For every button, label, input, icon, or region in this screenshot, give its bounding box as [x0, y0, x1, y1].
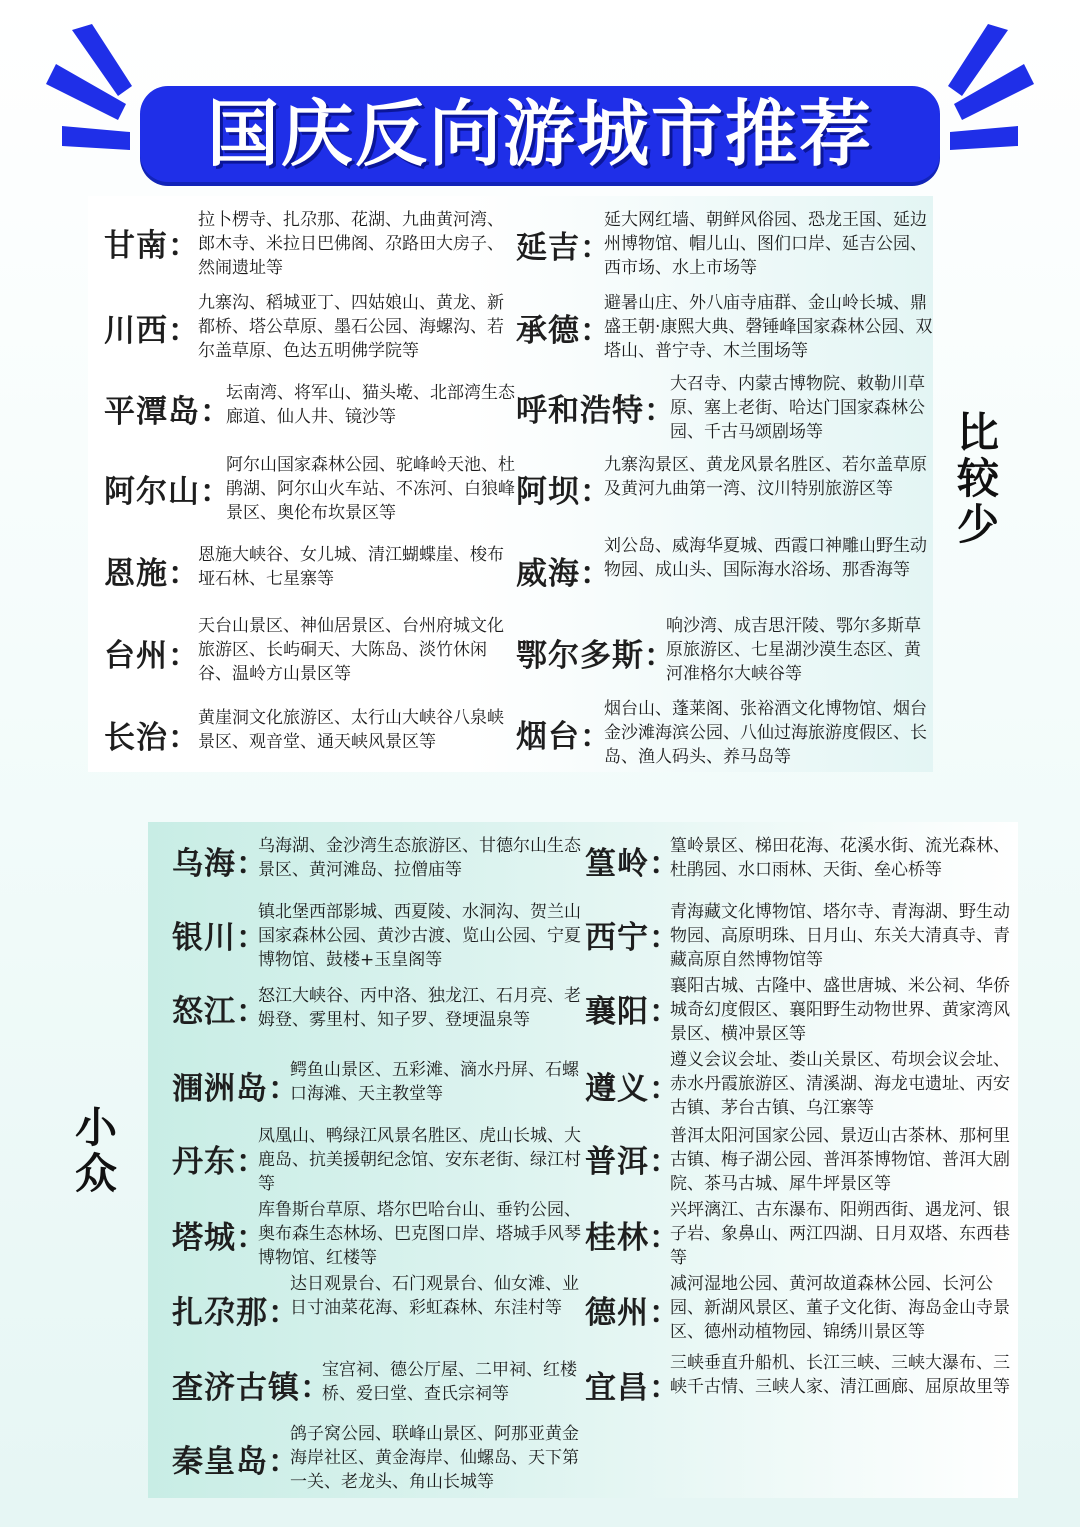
city-desc: 阿尔山国家森林公园、驼峰岭天池、杜鹃湖、阿尔山火车站、不冻河、白狼峰景区、奥伦布坎景区等 [226, 455, 515, 523]
city-name: 甘南： [104, 228, 200, 264]
city-name: 烟台： [516, 719, 612, 755]
city-desc: 烟台山、蓬莱阁、张裕酒文化博物馆、烟台金沙滩海滨公园、八仙过海旅游度假区、长岛、渔人码头、养马岛等 [604, 699, 927, 767]
city-desc: 兴坪漓江、古东瀑布、阳朔西街、遇龙河、银子岩、象鼻山、两江四湖、日月双塔、东西巷等 [670, 1200, 1010, 1268]
city-desc: 响沙湾、成吉思汗陵、鄂尔多斯草原旅游区、七星湖沙漠生态区、黄河准格尔大峡谷等 [666, 616, 921, 684]
city-name: 桂林： [585, 1220, 681, 1256]
city-desc: 篁岭景区、梯田花海、花溪水街、流光森林、杜鹃园、水口雨林、天街、垒心桥等 [670, 836, 1010, 880]
city-desc: 恩施大峡谷、女儿城、清江蝴蝶崖、梭布垭石林、七星寨等 [198, 545, 504, 589]
city-name: 承德： [516, 313, 612, 349]
city-name: 丹东： [172, 1144, 268, 1180]
city-name: 塔城： [172, 1220, 268, 1256]
city-name: 延吉： [516, 230, 612, 266]
city-desc: 九寨沟、稻城亚丁、四姑娘山、黄龙、新都桥、塔公草原、墨石公园、海螺沟、若尔盖草原、色达五明佛学院等 [198, 293, 504, 361]
city-name: 篁岭： [585, 846, 681, 882]
city-desc: 怒江大峡谷、丙中洛、独龙江、石月亮、老姆登、雾里村、知子罗、登埂温泉等 [258, 986, 581, 1030]
city-name: 威海： [516, 556, 612, 592]
city-desc: 避暑山庄、外八庙寺庙群、金山岭长城、鼎盛王朝·康熙大典、磬锤峰国家森林公园、双塔山、普宁寺、木兰围场等 [604, 293, 933, 361]
city-name: 台州： [104, 638, 200, 674]
city-desc: 鳄鱼山景区、五彩滩、滴水丹屏、石螺口海滩、天主教堂等 [290, 1060, 579, 1104]
city-name: 恩施： [104, 556, 200, 592]
city-name: 乌海： [172, 846, 268, 882]
page-title: 国庆反向游城市推荐 [206, 92, 873, 176]
city-name: 查济古镇： [172, 1370, 332, 1406]
city-name: 涠洲岛： [172, 1071, 300, 1107]
city-desc: 凤凰山、鸭绿江风景名胜区、虎山长城、大鹿岛、抗美援朝纪念馆、安东老街、绿江村等 [258, 1126, 581, 1194]
city-name: 普洱： [585, 1144, 681, 1180]
city-name: 鄂尔多斯： [516, 638, 676, 674]
city-name: 呼和浩特： [516, 393, 676, 429]
city-name: 宜昌： [585, 1370, 681, 1406]
city-desc: 乌海湖、金沙湾生态旅游区、甘德尔山生态景区、黄河滩岛、拉僧庙等 [258, 836, 581, 880]
city-desc: 黄崖洞文化旅游区、太行山大峡谷八泉峡景区、观音堂、通天峡风景区等 [198, 708, 504, 752]
city-name: 平潭岛： [104, 394, 232, 430]
city-desc: 襄阳古城、古隆中、盛世唐城、米公祠、华侨城奇幻度假区、襄阳野生动物世界、黄家湾风景区、横冲景区等 [670, 976, 1010, 1044]
city-desc: 坛南湾、将军山、猫头墘、北部湾生态廊道、仙人井、镜沙等 [226, 383, 515, 427]
city-desc: 拉卜楞寺、扎尕那、花湖、九曲黄河湾、郎木寺、米拉日巴佛阁、尕路田大房子、然闹遗址等 [198, 210, 504, 278]
city-desc: 普洱太阳河国家公园、景迈山古茶林、那柯里古镇、梅子湖公园、普洱茶博物馆、普洱大剧院、茶马古城、犀牛坪景区等 [670, 1126, 1010, 1194]
side-label-niche: 小众 [74, 1103, 117, 1198]
city-name: 川西： [104, 313, 200, 349]
city-name: 长治： [104, 720, 200, 756]
city-desc: 天台山景区、神仙居景区、台州府城文化旅游区、长屿硐天、大陈岛、淡竹休闲谷、温岭方山景区等 [198, 616, 504, 684]
city-name: 扎尕那： [172, 1295, 300, 1331]
city-name: 阿尔山： [104, 474, 232, 510]
side-label-less-crowded: 比较少 [956, 408, 999, 549]
city-desc: 遵义会议会址、娄山关景区、苟坝会议会址、赤水丹霞旅游区、清溪湖、海龙屯遗址、丙安古镇、茅台古镇、乌江寨等 [670, 1050, 1010, 1118]
city-desc: 刘公岛、威海华夏城、西霞口神雕山野生动物园、成山头、国际海水浴场、那香海等 [604, 536, 927, 580]
city-name: 德州： [585, 1295, 681, 1331]
city-desc: 三峡垂直升船机、长江三峡、三峡大瀑布、三峡千古情、三峡人家、清江画廊、屈原故里等 [670, 1353, 1010, 1397]
city-name: 西宁： [585, 920, 681, 956]
title-banner [0, 0, 1080, 200]
city-desc: 减河湿地公园、黄河故道森林公园、长河公园、新湖风景区、董子文化街、海岛金山寺景区、德州动植物园、锦绣川景区等 [670, 1274, 1010, 1342]
city-desc: 青海藏文化博物馆、塔尔寺、青海湖、野生动物园、高原明珠、日月山、东关大清真寺、青藏高原自然博物馆等 [670, 902, 1010, 970]
city-desc: 鸽子窝公园、联峰山景区、阿那亚黄金海岸社区、黄金海岸、仙螺岛、天下第一关、老龙头、角山长城等 [290, 1424, 579, 1492]
city-desc: 延大网红墙、朝鲜风俗园、恐龙王国、延边州博物馆、帽儿山、图们口岸、延吉公园、西市场、水上市场等 [604, 210, 927, 278]
city-desc: 大召寺、内蒙古博物院、敕勒川草原、塞上老街、哈达门国家森林公园、千古马颂剧场等 [670, 374, 925, 442]
city-name: 遵义： [585, 1071, 681, 1107]
city-desc: 九寨沟景区、黄龙风景名胜区、若尔盖草原及黄河九曲第一湾、汶川特别旅游区等 [604, 455, 927, 499]
city-desc: 达日观景台、石门观景台、仙女滩、业日寸油菜花海、彩虹森林、东洼村等 [290, 1274, 579, 1318]
city-name: 襄阳： [585, 994, 681, 1030]
city-name: 银川： [172, 920, 268, 956]
city-name: 怒江： [172, 994, 268, 1030]
city-desc: 宝宫祠、德公厅屋、二甲祠、红楼桥、爱曰堂、查氏宗祠等 [322, 1360, 577, 1404]
city-name: 秦皇岛： [172, 1444, 300, 1480]
city-desc: 镇北堡西部影城、西夏陵、水洞沟、贺兰山国家森林公园、黄沙古渡、览山公园、宁夏博物馆、鼓楼+玉皇阁等 [258, 902, 581, 970]
city-name: 阿坝： [516, 474, 612, 510]
city-desc: 库鲁斯台草原、塔尔巴哈台山、垂钓公园、奥布森生态林场、巴克图口岸、塔城手风琴博物馆、红楼等 [258, 1200, 581, 1268]
